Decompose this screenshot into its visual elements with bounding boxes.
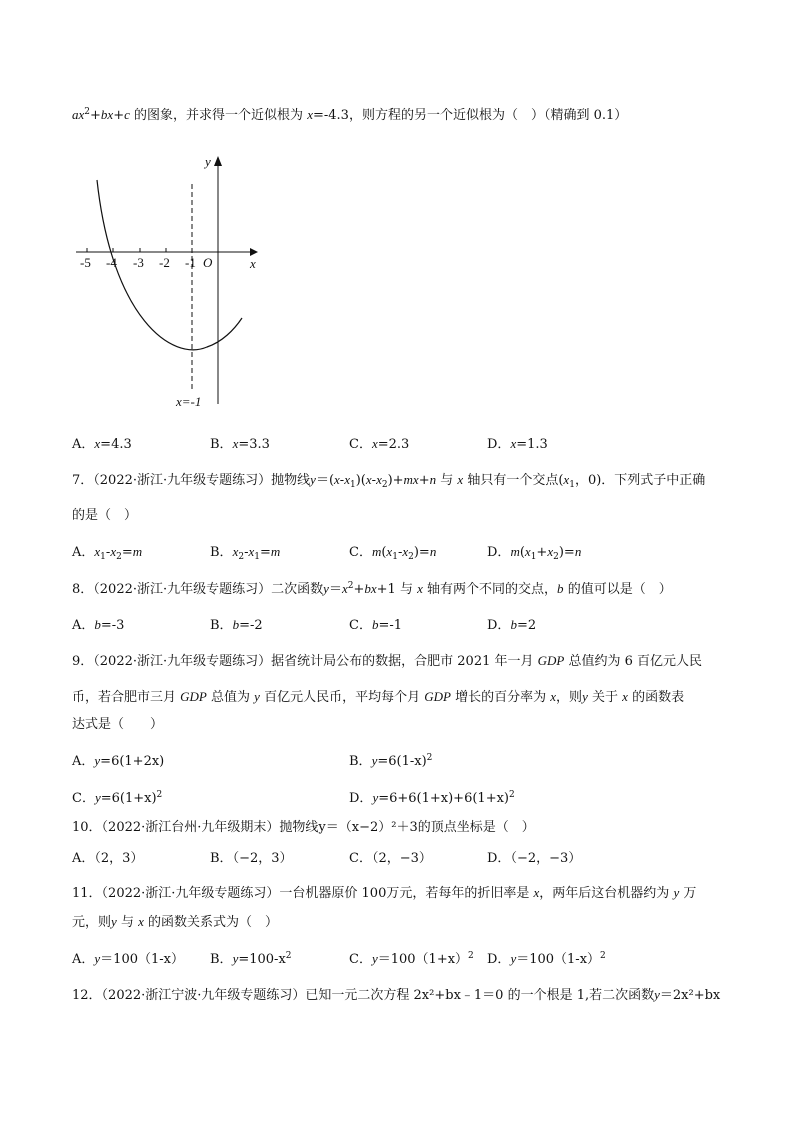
q9-stem-line3: 达式是（ ） bbox=[72, 717, 164, 732]
q10-option-b: B．（−2，3） bbox=[210, 851, 293, 866]
q6-parabola-figure bbox=[72, 148, 272, 410]
q12-stem: 12．（2022·浙江宁波·九年级专题练习）已知一元二次方程 2x²+bx﹣1＝0 的一个根是 1,若二次函数y＝2x²+bx bbox=[72, 987, 721, 1003]
x-axis-arrow-icon bbox=[250, 248, 258, 256]
q6-option-c: C．x=2.3 bbox=[349, 436, 410, 452]
q10-option-a: A．（2，3） bbox=[72, 851, 144, 866]
q9-option-b: B．$y=6(1-x)^2$ bbox=[349, 753, 433, 769]
q8-stem: 8．（2022·浙江·九年级专题练习）二次函数$y=x^2+bx+1$ 与 x 轴有两个不同的交点，b 的值可以是（ ） bbox=[72, 581, 672, 597]
y-axis-label: y bbox=[205, 154, 211, 169]
q9-option-d: D．$y=6+6(1+x)+6(1+x)^2$ bbox=[349, 790, 515, 806]
q11-option-c: C．$y=100(1+x)^2$ bbox=[349, 951, 474, 967]
symmetry-axis-label: x=-1 bbox=[176, 394, 202, 409]
q6-stem-text: 的图象，并求得一个近似根为 bbox=[134, 108, 304, 123]
origin-label: O bbox=[203, 255, 213, 270]
q7-stem-line2: 的是（ ） bbox=[72, 508, 138, 523]
q8-option-d: D．b=2 bbox=[487, 617, 537, 633]
q7-option-d: D．$m(x_1+x_2)=n$ bbox=[487, 544, 582, 562]
tick-label: -2 bbox=[159, 255, 170, 270]
q6-option-a: A．x=4.3 bbox=[72, 436, 132, 452]
y-axis-arrow-icon bbox=[214, 156, 222, 166]
q11-stem-line2: 元，则y 与 x 的函数关系式为（ ） bbox=[72, 914, 279, 930]
q7-stem: 7．（2022·浙江·九年级专题练习）抛物线$y=(x-x_1)(x-x_2)+mx+n$ 与 x 轴只有一个交点($x_1$，0)．下列式子中正确 bbox=[72, 472, 706, 490]
q11-option-b: B．$y=100-x^2$ bbox=[210, 951, 292, 967]
q6-stem: $ax^2+bx+c$ 的图象，并求得一个近似根为 x=-4.3，则方程的另一个近似根为（ ）（精确到 0.1） bbox=[72, 107, 628, 123]
x-axis-label: x bbox=[250, 256, 256, 271]
tick-label: -4 bbox=[106, 255, 117, 270]
q6-option-b: B．x=3.3 bbox=[210, 436, 270, 452]
q9-option-a: A．y=6(1+2x) bbox=[72, 753, 165, 769]
tick-label: -1 bbox=[185, 255, 196, 270]
tick-label: -3 bbox=[133, 255, 144, 270]
q10-option-d: D．（−2，−3） bbox=[487, 851, 582, 866]
q9-stem-line1: 9．（2022·浙江·九年级专题练习）据省统计局公布的数据，合肥市 2021 年一月 GDP 总值约为 6 百亿元人民 bbox=[72, 653, 703, 669]
q8-option-a: A．b=-3 bbox=[72, 617, 125, 633]
x-axis-ticks bbox=[87, 248, 192, 252]
q10-option-c: C．（2，−3） bbox=[349, 851, 432, 866]
q11-option-d: D．$y=100(1-x)^2$ bbox=[487, 951, 606, 967]
q8-option-c: C．b=-1 bbox=[349, 617, 403, 633]
q6-option-d: D．x=1.3 bbox=[487, 436, 548, 452]
q11-option-a: A．y＝100（1-x） bbox=[72, 951, 184, 967]
tick-label: -5 bbox=[80, 255, 91, 270]
q9-stem-line2: 币，若合肥市三月 GDP 总值为 y 百亿元人民币，平均每个月 GDP 增长的百分率为 x，则y 关于 x 的函数表 bbox=[72, 689, 685, 705]
q10-stem: 10．（2022·浙江台州·九年级期末）抛物线y＝（x−2）²＋3的顶点坐标是（ ） bbox=[72, 820, 535, 835]
q9-option-c: C．$y=6(1+x)^2$ bbox=[72, 790, 163, 806]
q7-option-c: C．$m(x_1-x_2)=n$ bbox=[349, 544, 437, 562]
q11-stem-line1: 11．（2022·浙江·九年级专题练习）一台机器原价 100万元，若每年的折旧率是 x，两年后这台机器约为 y 万 bbox=[72, 885, 697, 901]
q7-option-a: A．$x_1-x_2=m$ bbox=[72, 544, 143, 562]
q8-option-b: B．b=-2 bbox=[210, 617, 263, 633]
q7-option-b: B．$x_2-x_1=m$ bbox=[210, 544, 281, 562]
